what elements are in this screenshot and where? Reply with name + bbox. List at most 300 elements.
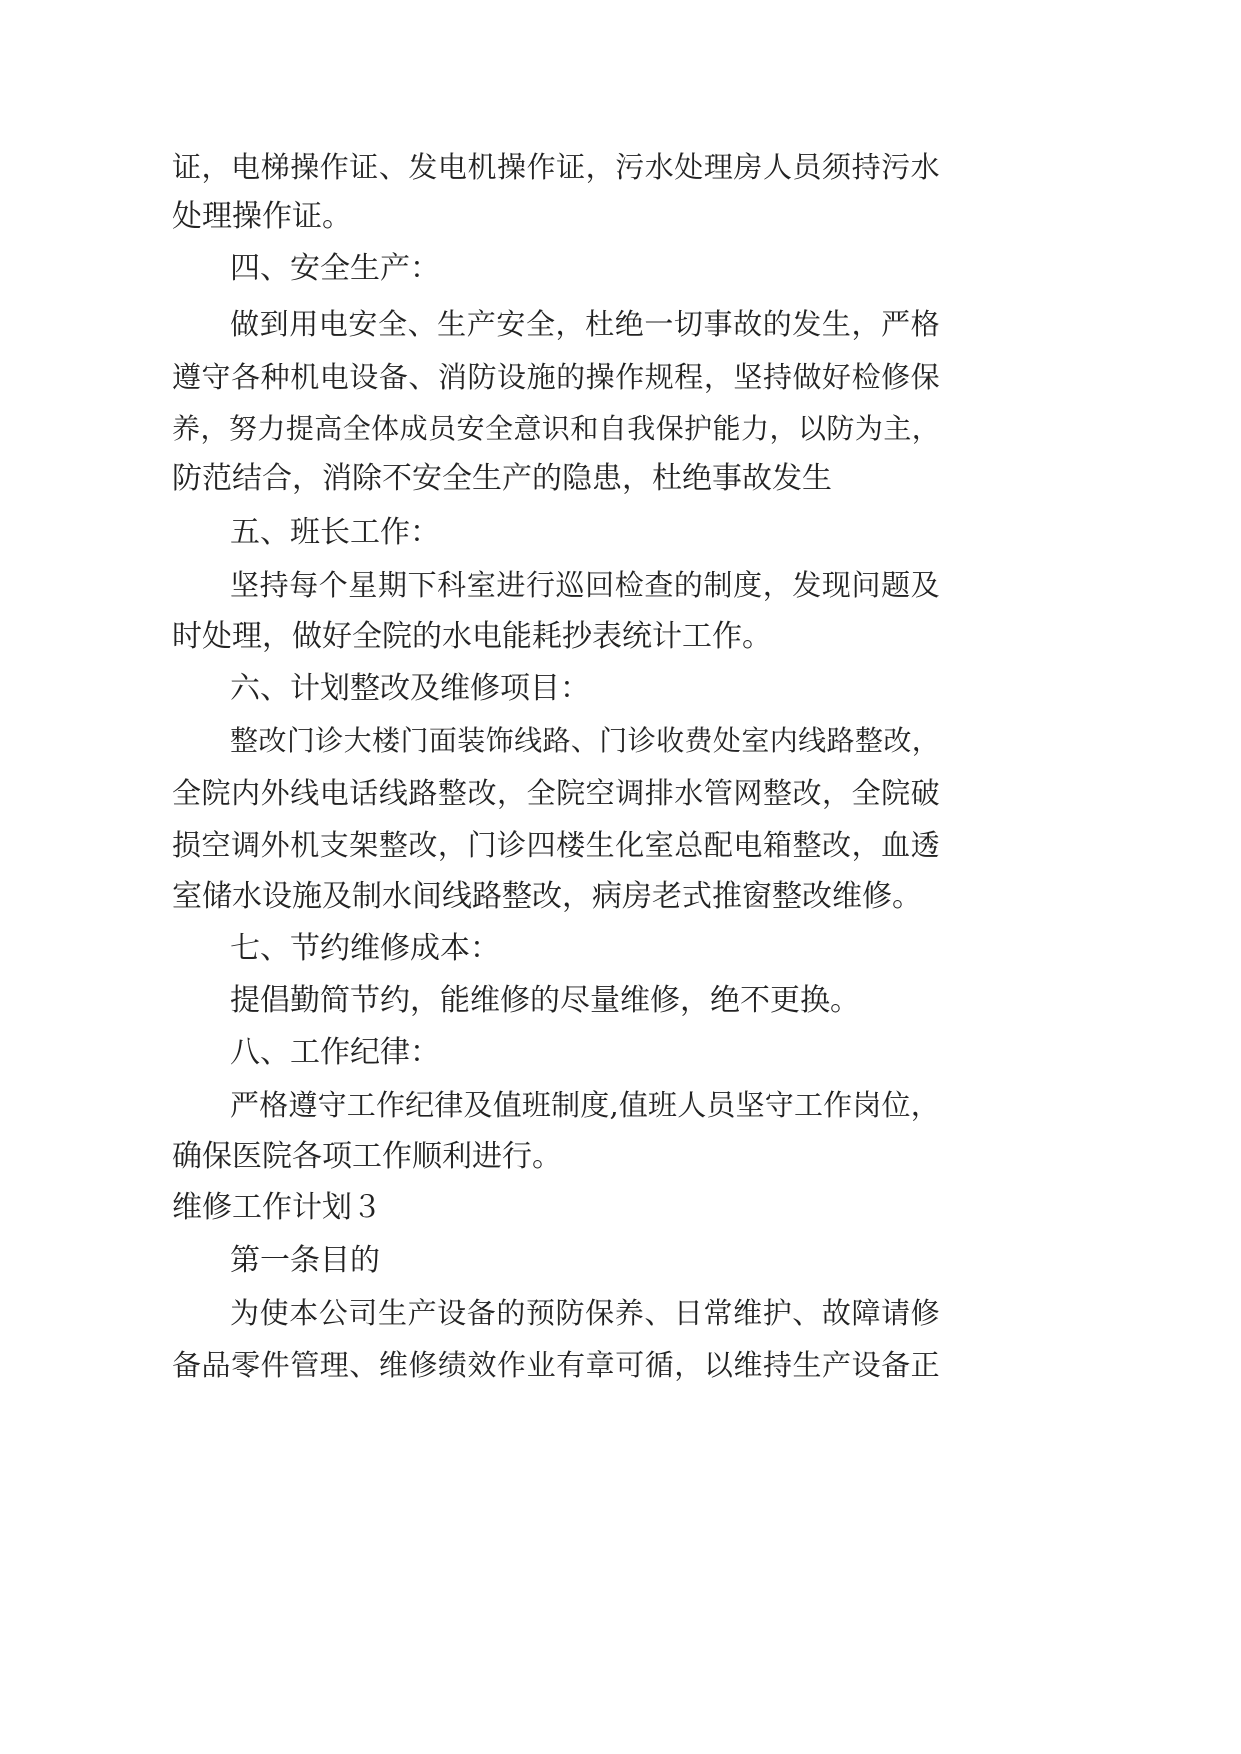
text-char: 作 [497,1348,527,1382]
section-heading: 四、安全生产： [230,251,440,286]
text-char: 整 [792,828,822,862]
text-char: 现 [821,568,851,602]
text-char: 院 [201,776,231,810]
text-char: 装 [457,724,486,757]
text-char: 架 [349,828,379,862]
text-char: 体 [371,412,400,445]
text-char: 内 [231,776,261,810]
text-char: 室 [644,828,674,862]
text-char: 绩 [437,1348,467,1382]
text-char: 污 [881,150,911,184]
text-char: 维 [733,1296,763,1330]
text-char: 发 [792,568,822,602]
text-char: 改 [883,724,912,757]
text-char: 识 [541,412,570,445]
text-char: 我 [627,412,656,445]
text-char: 效 [467,1348,497,1382]
text-char: 损 [172,828,202,862]
text-char: 提 [285,412,314,445]
section-heading: 八、工作纪律： [230,1035,440,1070]
text-char: 护 [762,1296,792,1330]
text-char: 、 [407,307,437,341]
text-char: 持 [851,150,881,184]
text-char: 和 [570,412,599,445]
text-char: 、 [644,1296,674,1330]
text-char: 坚 [735,1088,765,1122]
text-char: 线 [798,724,827,757]
text-char: 电 [319,360,349,394]
text-char: 门 [467,828,497,862]
text-char: 门 [599,724,628,757]
text-char: 遵 [288,1088,318,1122]
text-char: 证 [349,150,379,184]
text-char: 整 [854,724,883,757]
text-char: 守 [317,1088,347,1122]
text-char: 班 [521,1088,551,1122]
text-char: 及 [910,568,940,602]
text-char: ， [497,776,527,810]
text-char: ， [200,412,229,445]
text-char: 坚 [733,360,763,394]
text-char: 自 [598,412,627,445]
text-char: 须 [822,150,852,184]
text-char: 种 [260,360,290,394]
text-char: 线 [514,724,543,757]
text-char: 、 [349,1348,379,1382]
text-line [172,1345,940,1385]
text-char: 四 [526,828,556,862]
text-char: 有 [556,1348,586,1382]
text-char: 处 [674,150,704,184]
text-char: 全 [342,412,371,445]
text-char: 保 [655,412,684,445]
text-char: 备 [881,1348,911,1382]
text-char: 整 [762,776,792,810]
text-char: 话 [349,776,379,810]
section-heading: 六、计划整改及维修项目： [230,671,590,706]
text-char: 切 [673,307,703,341]
text-char: 安 [348,307,378,341]
text-char: 、 [792,1296,822,1330]
text-char: 、 [570,724,599,757]
text-char: 律 [434,1088,464,1122]
text-char: 改 [467,776,497,810]
text-char: 度 [580,1088,610,1122]
text-char: 为 [854,412,883,445]
text-char: 意 [513,412,542,445]
text-char: 网 [733,776,763,810]
text-char: 用 [289,307,319,341]
text-char: 守 [764,1088,794,1122]
text-char: 处 [712,724,741,757]
text-char: 遵 [172,360,202,394]
text-char: 改 [792,776,822,810]
text-char: 班 [648,1088,678,1122]
text-line: 室储水设施及制水间线路整改，病房老式推窗整改维修。 [172,879,922,914]
text-char: 件 [260,1348,290,1382]
text-char: 破 [910,776,940,810]
text-char: 备 [172,1348,202,1382]
text-char: 排 [644,776,674,810]
text-char: 外 [260,776,290,810]
text-char: 污 [615,150,645,184]
text-char: 箱 [762,828,792,862]
text-char: 坚 [230,568,260,602]
text-char: 题 [881,568,911,602]
text-char: 产 [466,307,496,341]
text-char: 总 [674,828,704,862]
section-heading: 七、节约维修成本： [230,931,500,966]
text-char: 房 [733,150,763,184]
text-line: 确保医院各项工作顺利进行。 [172,1139,562,1174]
text-char: 院 [881,776,911,810]
text-char: 力 [741,412,770,445]
text-char: 下 [407,568,437,602]
text-char: 生 [792,1348,822,1382]
text-char: 预 [525,1296,555,1330]
text-char: ， [585,150,615,184]
text-char: 以 [797,412,826,445]
text-char: 岗 [852,1088,882,1122]
text-char: 人 [762,150,792,184]
text-char: 持 [259,568,289,602]
text-char: 零 [231,1348,261,1382]
text-line [172,357,940,397]
text-char: 持 [762,360,792,394]
text-char: 路 [826,724,855,757]
text-line [172,825,940,865]
text-char: 改 [822,828,852,862]
text-char: 的 [762,307,792,341]
text-char: ， [851,828,881,862]
text-char: 行 [525,568,555,602]
text-char: 配 [703,828,733,862]
text-line [230,1293,940,1333]
text-char: 的 [673,568,703,602]
text-char: 查 [644,568,674,602]
text-char: 制 [703,568,733,602]
text-char: 星 [348,568,378,602]
text-char: , [609,1088,619,1122]
text-char: 外 [260,828,290,862]
text-char: 工 [346,1088,376,1122]
text-char: 设 [437,1296,467,1330]
text-char: 修 [881,360,911,394]
text-char: 修 [910,1296,940,1330]
text-char: 全 [525,307,555,341]
text-char: 章 [585,1348,615,1382]
section-heading: 第一条目的 [230,1243,380,1278]
text-char: 电 [437,150,467,184]
text-char: 正 [910,1348,940,1382]
text-char: 主 [883,412,912,445]
text-char: 严 [881,307,911,341]
text-char: 血 [881,828,911,862]
text-char: 整 [230,724,259,757]
text-line [172,409,940,449]
text-char: 能 [712,412,741,445]
text-char: 作 [823,1088,853,1122]
text-char: 室 [741,724,770,757]
text-char: 机 [290,360,320,394]
text-char: 维 [378,1348,408,1382]
text-char: 透 [910,828,940,862]
text-char: 理 [703,150,733,184]
text-char: 线 [290,776,320,810]
text-char: 请 [881,1296,911,1330]
text-line: 提倡勤简节约，能维修的尽量维修，绝不更换。 [230,983,860,1018]
text-char: 管 [290,1348,320,1382]
text-char: 程 [674,360,704,394]
text-char: 杜 [585,307,615,341]
text-char: 防 [826,412,855,445]
text-char: 维 [733,1348,763,1382]
text-char: 支 [319,828,349,862]
text-char: 电 [319,776,349,810]
text-char: 人 [677,1088,707,1122]
text-char: 做 [230,307,260,341]
text-char: 全 [377,307,407,341]
text-char: 设 [851,1348,881,1382]
text-char: 业 [526,1348,556,1382]
text-char: 产 [822,1348,852,1382]
text-char: 位 [881,1088,911,1122]
text-char: 费 [684,724,713,757]
text-char: 操 [290,150,320,184]
text-char: ， [674,1348,704,1382]
text-char: 、 [378,150,408,184]
text-char: 发 [408,150,438,184]
text-line: 处理操作证。 [172,199,352,234]
text-char: 科 [437,568,467,602]
text-char: 施 [526,360,556,394]
text-char: 备 [466,1296,496,1330]
text-char: 水 [674,776,704,810]
text-char: 格 [910,307,940,341]
text-line [230,304,940,344]
text-char: 绝 [614,307,644,341]
text-char: 工 [793,1088,823,1122]
text-char: 收 [656,724,685,757]
text-char: 守 [201,360,231,394]
text-char: 备 [378,360,408,394]
text-char: 调 [615,776,645,810]
text-char: 内 [769,724,798,757]
text-char: 梯 [260,150,290,184]
text-char: 整 [378,828,408,862]
text-char: ， [911,412,940,445]
text-line: 时处理，做好全院的水电能耗抄表统计工作。 [172,619,772,654]
text-char: 纪 [405,1088,435,1122]
text-line [230,1085,940,1125]
text-char: 生 [821,307,851,341]
text-char: 路 [408,776,438,810]
text-char: 作 [375,1088,405,1122]
text-char: 全 [172,776,202,810]
text-char: 巡 [555,568,585,602]
text-char: 使 [259,1296,289,1330]
text-char: 常 [703,1296,733,1330]
text-char: ， [911,724,940,757]
text-char: 每 [289,568,319,602]
text-char: 机 [290,828,320,862]
text-char: 个 [318,568,348,602]
text-char: 空 [585,776,615,810]
text-char: 本 [289,1296,319,1330]
text-char: 养 [172,412,201,445]
text-char: 期 [377,568,407,602]
text-char: 诊 [315,724,344,757]
text-char: 安 [456,412,485,445]
text-char: 问 [851,568,881,602]
text-char: 证 [556,150,586,184]
text-char: 改 [258,724,287,757]
text-char: 障 [851,1296,881,1330]
text-char: 防 [467,360,497,394]
text-char: 饰 [485,724,514,757]
text-char: 日 [673,1296,703,1330]
text-char: 公 [318,1296,348,1330]
text-line [230,565,940,605]
text-char: 故 [821,1296,851,1330]
text-char: 修 [408,1348,438,1382]
text-char: 进 [496,568,526,602]
text-char: 发 [792,307,822,341]
text-char: ， [703,360,733,394]
text-char: ， [201,150,231,184]
text-char: 检 [851,360,881,394]
text-char: 度 [733,568,763,602]
text-char: 规 [644,360,674,394]
text-char: 的 [496,1296,526,1330]
text-char: 消 [437,360,467,394]
text-char: 路 [542,724,571,757]
text-char: 作 [319,150,349,184]
text-char: 电 [318,307,348,341]
text-line [172,147,940,187]
text-char: ， [851,307,881,341]
text-char: 电 [733,828,763,862]
text-char: 操 [585,360,615,394]
text-char: 化 [615,828,645,862]
text-char: ， [555,307,585,341]
text-char: 回 [585,568,615,602]
text-char: 理 [319,1348,349,1382]
text-char: 作 [526,150,556,184]
text-char: 调 [231,828,261,862]
text-char: 诊 [627,724,656,757]
text-char: 司 [348,1296,378,1330]
text-char: 管 [703,776,733,810]
text-char: 护 [684,412,713,445]
text-char: 空 [201,828,231,862]
text-char: 电 [231,150,261,184]
text-char: 机 [467,150,497,184]
text-char: 、 [408,360,438,394]
text-char: 好 [822,360,852,394]
text-char: 整 [437,776,467,810]
text-char: 的 [556,360,586,394]
text-char: 楼 [556,828,586,862]
text-char: 循 [644,1348,674,1382]
text-char: 员 [428,412,457,445]
text-char: 各 [231,360,261,394]
text-char: 作 [615,360,645,394]
text-char: 诊 [497,828,527,862]
text-char: 安 [496,307,526,341]
section-heading: 五、班长工作： [230,515,440,550]
text-char: 操 [497,150,527,184]
text-char: 生 [377,1296,407,1330]
text-char: 线 [378,776,408,810]
text-char: 设 [497,360,527,394]
text-char: 全 [526,776,556,810]
text-char: 证 [172,150,202,184]
text-char: 员 [706,1088,736,1122]
text-char: ， [910,1088,940,1122]
text-line: 防范结合，消除不安全生产的隐患，杜绝事故发生 [172,461,832,496]
text-char: 门 [286,724,315,757]
text-char: 养 [614,1296,644,1330]
text-char: ， [769,412,798,445]
text-char: 水 [644,150,674,184]
text-char: 水 [910,150,940,184]
text-char: 持 [762,1348,792,1382]
text-char: 设 [349,360,379,394]
text-char: 努 [228,412,257,445]
text-char: 做 [792,360,822,394]
text-char: 可 [615,1348,645,1382]
text-char: 门 [400,724,429,757]
text-char: 品 [201,1348,231,1382]
text-char: 楼 [372,724,401,757]
text-char: 高 [314,412,343,445]
text-char: 生 [437,307,467,341]
text-char: 到 [259,307,289,341]
text-char: ， [822,776,852,810]
text-char: 保 [585,1296,615,1330]
text-char: ， [437,828,467,862]
text-line [172,773,940,813]
text-char: 值 [492,1088,522,1122]
text-char: 力 [257,412,286,445]
text-char: 格 [259,1088,289,1122]
text-char: 及 [463,1088,493,1122]
text-char: 面 [428,724,457,757]
text-char: 一 [644,307,674,341]
text-line [230,721,940,761]
text-char: 员 [792,150,822,184]
text-char: ， [762,568,792,602]
text-char: 检 [614,568,644,602]
text-char: 改 [408,828,438,862]
text-char: 保 [910,360,940,394]
text-char: 制 [551,1088,581,1122]
text-char: 产 [407,1296,437,1330]
text-char: 院 [556,776,586,810]
text-char: 室 [466,568,496,602]
text-char: 故 [733,307,763,341]
text-char: 值 [618,1088,648,1122]
text-char: 大 [343,724,372,757]
text-char: 为 [230,1296,260,1330]
text-char: 全 [851,776,881,810]
text-char: 成 [399,412,428,445]
text-char: 防 [555,1296,585,1330]
document-title: 维修工作计划３ [172,1190,382,1225]
text-char: 事 [703,307,733,341]
text-char: 严 [230,1088,260,1122]
